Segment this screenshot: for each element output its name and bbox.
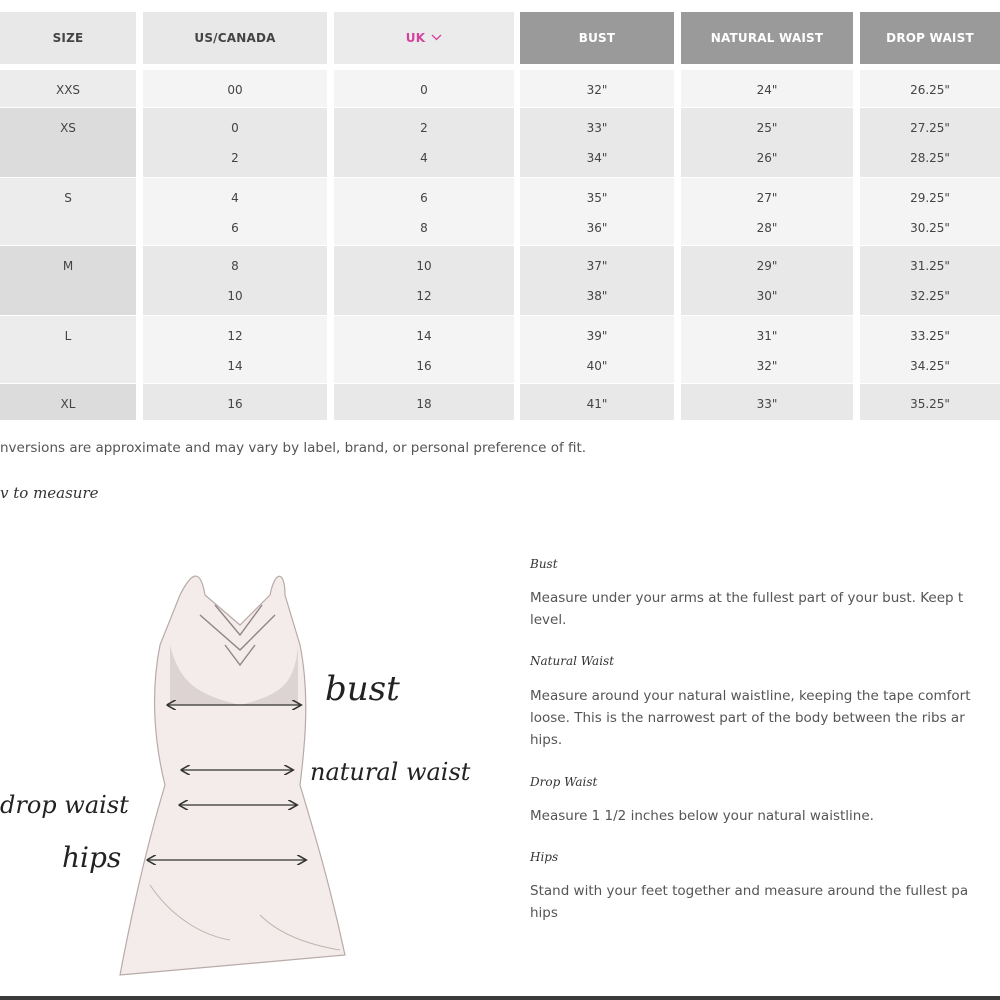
column-drop-waist bbox=[860, 12, 1000, 411]
cell-natural-waist: 33" bbox=[756, 397, 778, 411]
cell-us: 14 bbox=[227, 359, 243, 373]
cell-natural-waist: 31" bbox=[756, 329, 778, 343]
cell-uk: 10 bbox=[416, 259, 432, 273]
cell-bust: 33" bbox=[586, 121, 608, 135]
cell-natural-waist: 26" bbox=[756, 151, 778, 165]
cell-uk: 8 bbox=[420, 221, 428, 235]
cell-bust: 37" bbox=[586, 259, 608, 273]
cell-uk: 14 bbox=[416, 329, 432, 343]
cell-size: XL bbox=[60, 397, 76, 411]
header-size: SIZE bbox=[0, 12, 136, 64]
column-natural-waist bbox=[681, 12, 853, 411]
cell-us: 2 bbox=[231, 151, 239, 165]
cell-us: 00 bbox=[227, 83, 243, 97]
cell-natural-waist: 28" bbox=[756, 221, 778, 235]
cell-natural-waist: 32" bbox=[756, 359, 778, 373]
cell-drop-waist: 34.25" bbox=[910, 359, 950, 373]
cell-uk: 2 bbox=[420, 121, 428, 135]
cell-natural-waist: 24" bbox=[756, 83, 778, 97]
cell-natural-waist: 27" bbox=[756, 191, 778, 205]
cell-bust: 36" bbox=[586, 221, 608, 235]
column-uk bbox=[334, 12, 514, 411]
cell-us: 4 bbox=[231, 191, 239, 205]
cell-uk: 4 bbox=[420, 151, 428, 165]
cell-uk: 18 bbox=[416, 397, 432, 411]
cell-bust: 39" bbox=[586, 329, 608, 343]
cell-drop-waist: 28.25" bbox=[910, 151, 950, 165]
header-drop-waist: DROP WAIST bbox=[860, 12, 1000, 64]
natural-waist-title: Natural Waist bbox=[530, 654, 615, 668]
sketch-label-bust: bust bbox=[325, 669, 400, 709]
cell-bust: 34" bbox=[586, 151, 608, 165]
uk-select[interactable] bbox=[334, 12, 514, 64]
cell-uk: 6 bbox=[420, 191, 428, 205]
dress-measurement-sketch bbox=[0, 555, 520, 995]
cell-drop-waist: 29.25" bbox=[910, 191, 950, 205]
natural-waist-description: Measure around your natural waistline, keeping the tape comfort loose. This is the narrowest part of the body between the ribs ar hips. bbox=[530, 688, 971, 748]
cell-size: L bbox=[64, 329, 72, 343]
cell-uk: 12 bbox=[416, 289, 432, 303]
cell-bust: 41" bbox=[586, 397, 608, 411]
cell-size: S bbox=[64, 191, 72, 205]
hips-title: Hips bbox=[530, 850, 559, 864]
chevron-down-icon[interactable] bbox=[431, 31, 442, 44]
header-bust: BUST bbox=[520, 12, 674, 64]
sketch-label-hips: hips bbox=[62, 841, 122, 874]
header-uk: UK bbox=[405, 31, 426, 45]
cell-us: 16 bbox=[227, 397, 243, 411]
cell-size: M bbox=[62, 259, 74, 273]
cell-drop-waist: 32.25" bbox=[910, 289, 950, 303]
header-us-canada: US/CANADA bbox=[143, 12, 327, 64]
conversion-note: nversions are approximate and may vary by label, brand, or personal preference of fit. bbox=[0, 440, 587, 456]
cell-uk: 16 bbox=[416, 359, 432, 373]
cell-natural-waist: 30" bbox=[756, 289, 778, 303]
bust-title: Bust bbox=[530, 557, 558, 571]
cell-drop-waist: 26.25" bbox=[910, 83, 950, 97]
column-bust bbox=[520, 12, 674, 411]
cell-drop-waist: 30.25" bbox=[910, 221, 950, 235]
cell-natural-waist: 25" bbox=[756, 121, 778, 135]
cell-us: 12 bbox=[227, 329, 243, 343]
cell-uk: 0 bbox=[420, 83, 428, 97]
drop-waist-title: Drop Waist bbox=[530, 775, 598, 789]
header-natural-waist: NATURAL WAIST bbox=[681, 12, 853, 64]
sketch-label-drop-waist: drop waist bbox=[0, 791, 129, 819]
cell-us: 8 bbox=[231, 259, 239, 273]
bust-description: Measure under your arms at the fullest part of your bust. Keep t level. bbox=[530, 590, 964, 628]
cell-drop-waist: 27.25" bbox=[910, 121, 950, 135]
how-to-measure-heading: v to measure bbox=[0, 484, 99, 502]
cell-bust: 32" bbox=[586, 83, 608, 97]
cell-drop-waist: 31.25" bbox=[910, 259, 950, 273]
drop-waist-description: Measure 1 1/2 inches below your natural waistline. bbox=[530, 808, 874, 824]
cell-us: 6 bbox=[231, 221, 239, 235]
cell-bust: 38" bbox=[586, 289, 608, 303]
cell-bust: 40" bbox=[586, 359, 608, 373]
sketch-label-natural-waist: natural waist bbox=[310, 758, 471, 786]
bottom-divider bbox=[0, 996, 1000, 1000]
cell-us: 10 bbox=[227, 289, 243, 303]
cell-drop-waist: 33.25" bbox=[910, 329, 950, 343]
cell-natural-waist: 29" bbox=[756, 259, 778, 273]
column-us-canada bbox=[143, 12, 327, 411]
cell-size: XS bbox=[60, 121, 76, 135]
cell-us: 0 bbox=[231, 121, 239, 135]
cell-size: XXS bbox=[55, 83, 81, 97]
hips-description: Stand with your feet together and measure around the fullest pa hips bbox=[530, 883, 969, 921]
cell-bust: 35" bbox=[586, 191, 608, 205]
cell-drop-waist: 35.25" bbox=[910, 397, 950, 411]
column-size bbox=[0, 12, 136, 411]
